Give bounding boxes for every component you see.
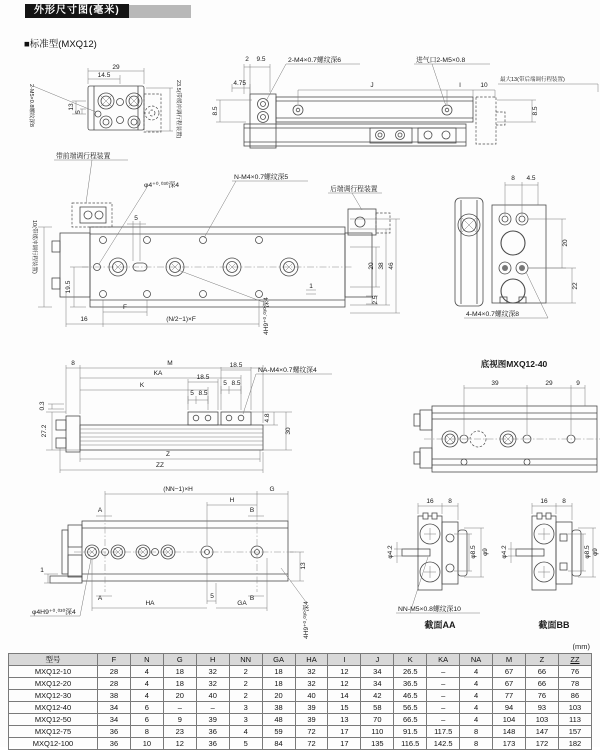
value-cell: 84 bbox=[262, 738, 295, 750]
table-row bbox=[9, 738, 592, 750]
value-cell: 36.5 bbox=[394, 678, 427, 690]
column-header: F bbox=[98, 654, 131, 666]
value-cell: 135 bbox=[361, 738, 394, 750]
d5-KA-dim: KA bbox=[153, 370, 163, 377]
value-cell: 78 bbox=[558, 678, 591, 690]
d5-03-dim: 0.3 bbox=[39, 401, 46, 411]
value-cell: 28 bbox=[98, 666, 131, 678]
value-cell: 5 bbox=[229, 738, 262, 750]
d2-thread-label: 2-M4×0.7螺纹深6 bbox=[288, 57, 342, 64]
model-cell: MXQ12-100 bbox=[9, 738, 98, 750]
value-cell: 72 bbox=[295, 726, 328, 738]
value-cell: 32 bbox=[295, 678, 328, 690]
value-cell: 4 bbox=[460, 678, 493, 690]
d8-aa-16-dim: 16 bbox=[426, 498, 434, 505]
d1-height-label: 23.5(带缓冲调行程装置) bbox=[175, 80, 181, 139]
value-cell: 13 bbox=[328, 714, 361, 726]
d1-5-dim: 5 bbox=[75, 110, 82, 114]
d7-5-dim: 5 bbox=[210, 593, 214, 600]
value-cell: 8 bbox=[460, 726, 493, 738]
d5-85-left-dim: 8.5 bbox=[198, 390, 208, 397]
d4-thread-label: 4-M4×0.7螺纹深8 bbox=[466, 311, 520, 318]
value-cell: 110 bbox=[361, 726, 394, 738]
value-cell: 34 bbox=[98, 714, 131, 726]
value-cell: 12 bbox=[328, 678, 361, 690]
model-cell: MXQ12-75 bbox=[9, 726, 98, 738]
d3-front-adjuster-label: 带前端调行程装置 bbox=[56, 153, 111, 160]
value-cell: 32 bbox=[295, 666, 328, 678]
value-cell: 17 bbox=[328, 726, 361, 738]
d3-dowel-label: 4H9⁺⁰·⁰³⁰深4 bbox=[263, 297, 270, 335]
top-view-drawing bbox=[31, 151, 400, 335]
d8-aa-8-dim: 8 bbox=[448, 498, 452, 505]
bottom-view-drawing bbox=[414, 359, 600, 472]
value-cell: 39 bbox=[295, 714, 328, 726]
d7-dowel-label: 4H9⁺⁰·⁰³⁰深4 bbox=[303, 601, 310, 639]
d5-272-dim: 27.2 bbox=[41, 424, 48, 438]
value-cell: 18 bbox=[262, 678, 295, 690]
d5-48-dim: 4.8 bbox=[264, 413, 271, 423]
value-cell: 18 bbox=[163, 666, 196, 678]
section-aa-drawing bbox=[387, 498, 489, 630]
d5-Z-dim: Z bbox=[166, 451, 170, 458]
value-cell: 4 bbox=[130, 666, 163, 678]
column-header: M bbox=[493, 654, 526, 666]
value-cell: 12 bbox=[328, 666, 361, 678]
column-header: KA bbox=[427, 654, 460, 666]
d3-F-dim: F bbox=[123, 304, 127, 311]
value-cell: 20 bbox=[163, 690, 196, 702]
column-header: GA bbox=[262, 654, 295, 666]
d2-95-dim: 9.5 bbox=[256, 56, 266, 63]
value-cell: 9 bbox=[163, 714, 196, 726]
value-cell: 4 bbox=[229, 726, 262, 738]
value-cell: 67 bbox=[493, 678, 526, 690]
d8-aa-phi85-dim: φ8.5 bbox=[470, 545, 477, 559]
value-cell: 86 bbox=[558, 690, 591, 702]
d8-bb-16-dim: 16 bbox=[540, 498, 548, 505]
d2-max-stroke-label: 最大13(带后端调行程装置) bbox=[500, 77, 565, 83]
value-cell: 36 bbox=[98, 726, 131, 738]
d3-38-dim: 38 bbox=[378, 262, 385, 270]
value-cell: 23 bbox=[163, 726, 196, 738]
value-cell: 39 bbox=[295, 702, 328, 714]
value-cell: 104 bbox=[493, 714, 526, 726]
value-cell: – bbox=[427, 702, 460, 714]
column-header: J bbox=[361, 654, 394, 666]
value-cell: 14 bbox=[328, 690, 361, 702]
d2-port-label: 进气口2-M5×0.8 bbox=[416, 57, 466, 64]
value-cell: 38 bbox=[262, 702, 295, 714]
d4-20-dim: 20 bbox=[562, 239, 569, 247]
d2-J-dim: J bbox=[370, 82, 374, 89]
column-header: Z bbox=[525, 654, 558, 666]
value-cell: 4 bbox=[460, 690, 493, 702]
d1-half-dim: 14.5 bbox=[97, 72, 111, 79]
table-row bbox=[9, 678, 592, 690]
d6-29-dim: 29 bbox=[545, 380, 553, 387]
value-cell: 94 bbox=[493, 702, 526, 714]
value-cell: 148 bbox=[493, 726, 526, 738]
d3-buffer-label: 10(带缓冲调行程装置) bbox=[31, 220, 37, 274]
d8-bb-phi42-dim: φ4.2 bbox=[501, 545, 508, 559]
value-cell: 36 bbox=[196, 738, 229, 750]
value-cell: 39 bbox=[196, 714, 229, 726]
section-bb-drawing bbox=[501, 498, 599, 630]
value-cell: – bbox=[427, 678, 460, 690]
column-header: NA bbox=[460, 654, 493, 666]
d3-16-dim: 16 bbox=[80, 316, 88, 323]
table-row bbox=[9, 690, 592, 702]
value-cell: 103 bbox=[558, 702, 591, 714]
bottom-view-caption: 底视图MXQ12-40 bbox=[480, 359, 548, 369]
d7-G-dim: G bbox=[269, 486, 275, 493]
value-cell: 67 bbox=[493, 666, 526, 678]
table-row bbox=[9, 714, 592, 726]
value-cell: 4 bbox=[460, 702, 493, 714]
model-cell: MXQ12-10 bbox=[9, 666, 98, 678]
d7-1-dim: 1 bbox=[40, 567, 44, 574]
d1-13-dim: 13 bbox=[68, 103, 75, 111]
d5-M-dim: M bbox=[167, 360, 173, 367]
value-cell: 48 bbox=[262, 714, 295, 726]
d5-5-left-dim: 5 bbox=[190, 390, 194, 397]
d4-22-dim: 22 bbox=[572, 282, 579, 290]
dimension-table bbox=[8, 653, 592, 750]
d7-section-a-marker: A bbox=[97, 507, 103, 514]
d3-1-dim: 1 bbox=[309, 283, 313, 290]
value-cell: 173 bbox=[493, 738, 526, 750]
d8-bb-phi85-dim: φ8.5 bbox=[584, 545, 591, 559]
d5-ZZ-dim: ZZ bbox=[156, 462, 164, 469]
value-cell: 40 bbox=[295, 690, 328, 702]
value-cell: 32 bbox=[196, 678, 229, 690]
value-cell: 113 bbox=[558, 714, 591, 726]
column-header: H bbox=[196, 654, 229, 666]
value-cell: 172 bbox=[525, 738, 558, 750]
value-cell: 4 bbox=[130, 678, 163, 690]
value-cell: 3 bbox=[229, 714, 262, 726]
value-cell: 4 bbox=[460, 714, 493, 726]
d7-13-dim: 13 bbox=[300, 562, 307, 570]
column-header: ZZ bbox=[558, 654, 591, 666]
d3-thread-label: N-M4×0.7螺纹深5 bbox=[234, 174, 289, 181]
d6-9-dim: 9 bbox=[576, 380, 580, 387]
d3-rear-adjuster-label: 后端调行程装置 bbox=[330, 186, 378, 193]
value-cell: 26.5 bbox=[394, 666, 427, 678]
value-cell: 18 bbox=[262, 666, 295, 678]
header-row bbox=[9, 654, 592, 666]
model-cell: MXQ12-50 bbox=[9, 714, 98, 726]
column-header: N bbox=[130, 654, 163, 666]
d7-section-b-marker: B bbox=[249, 595, 255, 602]
d5-8-dim: 8 bbox=[71, 360, 75, 367]
unit-note: (mm) bbox=[572, 642, 590, 651]
column-header: NN bbox=[229, 654, 262, 666]
d7-H-dim: H bbox=[229, 497, 235, 504]
d2-I-dim: I bbox=[459, 82, 461, 89]
d5-5-right-dim: 5 bbox=[223, 380, 227, 387]
d2-10-dim: 10 bbox=[480, 82, 488, 89]
value-cell: 6 bbox=[130, 702, 163, 714]
value-cell: 32 bbox=[196, 666, 229, 678]
value-cell: 56.5 bbox=[394, 702, 427, 714]
value-cell: 58 bbox=[361, 702, 394, 714]
d8-aa-phi42-dim: φ4.2 bbox=[387, 545, 394, 559]
value-cell: 70 bbox=[361, 714, 394, 726]
value-cell: 66 bbox=[525, 678, 558, 690]
d5-30-dim: 30 bbox=[285, 427, 292, 435]
d3-46-dim: 46 bbox=[388, 262, 395, 270]
value-cell: 116.5 bbox=[394, 738, 427, 750]
d3-20-dim: 20 bbox=[368, 262, 375, 270]
column-header: G bbox=[163, 654, 196, 666]
d4-45-dim: 4.5 bbox=[526, 175, 536, 182]
d8-bb-8-dim: 8 bbox=[562, 498, 566, 505]
column-header: I bbox=[328, 654, 361, 666]
d7-HA-dim: HA bbox=[145, 600, 155, 607]
d5-K-dim: K bbox=[139, 382, 145, 389]
value-cell: 4 bbox=[460, 666, 493, 678]
value-cell: 8 bbox=[460, 738, 493, 750]
plate-side-view-drawing bbox=[39, 360, 332, 473]
d7-section-a-marker: A bbox=[97, 595, 103, 602]
value-cell: 147 bbox=[525, 726, 558, 738]
value-cell: 28 bbox=[98, 678, 131, 690]
section-bb-caption: 截面BB bbox=[538, 620, 570, 630]
value-cell: 91.5 bbox=[394, 726, 427, 738]
value-cell: 12 bbox=[163, 738, 196, 750]
d2-85-left-dim: 8.5 bbox=[212, 106, 219, 116]
value-cell: 76 bbox=[558, 666, 591, 678]
value-cell: 42 bbox=[361, 690, 394, 702]
value-cell: 76 bbox=[525, 690, 558, 702]
d3-hole-label: φ4⁺⁰·⁰³⁰深4 bbox=[144, 182, 180, 189]
value-cell: 10 bbox=[130, 738, 163, 750]
value-cell: – bbox=[196, 702, 229, 714]
d8-aa-phi9-dim: φ9 bbox=[482, 548, 489, 556]
table-row bbox=[9, 666, 592, 678]
d2-85-right-dim: 8.5 bbox=[532, 106, 539, 116]
d7-section-b-marker: B bbox=[249, 507, 255, 514]
value-cell: 117.5 bbox=[427, 726, 460, 738]
d1-port-thread-label: 2-M5×0.8螺纹深8 bbox=[28, 84, 34, 127]
value-cell: 72 bbox=[295, 738, 328, 750]
value-cell: 34 bbox=[361, 678, 394, 690]
d7-hole-label: φ4H9⁺⁰·⁰³⁰深4 bbox=[32, 609, 76, 616]
value-cell: 182 bbox=[558, 738, 591, 750]
value-cell: – bbox=[427, 690, 460, 702]
d8-bb-phi9-dim: φ9 bbox=[592, 548, 599, 556]
mounting-view-drawing bbox=[30, 486, 310, 639]
value-cell: 2 bbox=[229, 678, 262, 690]
value-cell: 66.5 bbox=[394, 714, 427, 726]
d7-GA-dim: GA bbox=[237, 600, 247, 607]
value-cell: 17 bbox=[328, 738, 361, 750]
column-header: K bbox=[394, 654, 427, 666]
d2-475-dim: 4.75 bbox=[233, 80, 246, 87]
value-cell: 2 bbox=[229, 690, 262, 702]
end-view-drawing bbox=[28, 64, 183, 139]
d3-25-dim: 2.5 bbox=[372, 295, 379, 305]
subsection-title: ■标准型(MXQ12) bbox=[24, 39, 97, 50]
value-cell: 15 bbox=[328, 702, 361, 714]
column-header: HA bbox=[295, 654, 328, 666]
model-cell: MXQ12-40 bbox=[9, 702, 98, 714]
value-cell: 66 bbox=[525, 666, 558, 678]
d2-2-dim: 2 bbox=[245, 56, 249, 63]
value-cell: 77 bbox=[493, 690, 526, 702]
cross-section-drawing bbox=[455, 175, 579, 318]
value-cell: 20 bbox=[262, 690, 295, 702]
side-view-drawing bbox=[212, 55, 598, 148]
value-cell: 38 bbox=[98, 690, 131, 702]
d4-8-dim: 8 bbox=[511, 175, 515, 182]
section-aa-caption: 截面AA bbox=[424, 620, 456, 630]
value-cell: 18 bbox=[163, 678, 196, 690]
value-cell: 3 bbox=[229, 702, 262, 714]
model-cell: MXQ12-30 bbox=[9, 690, 98, 702]
value-cell: 6 bbox=[130, 714, 163, 726]
d8-thread-label: NN-M5×0.8螺纹深10 bbox=[398, 606, 461, 613]
d5-185-right-dim: 18.5 bbox=[229, 362, 243, 369]
table-row bbox=[9, 702, 592, 714]
value-cell: 93 bbox=[525, 702, 558, 714]
d3-195-dim: 19.5 bbox=[65, 280, 72, 294]
value-cell: – bbox=[163, 702, 196, 714]
model-cell: MXQ12-20 bbox=[9, 678, 98, 690]
value-cell: 34 bbox=[361, 666, 394, 678]
value-cell: 142.5 bbox=[427, 738, 460, 750]
value-cell: 40 bbox=[196, 690, 229, 702]
d5-85-right-dim: 8.5 bbox=[231, 380, 241, 387]
d5-185-left-dim: 18.5 bbox=[196, 374, 210, 381]
value-cell: 4 bbox=[130, 690, 163, 702]
table-row bbox=[9, 726, 592, 738]
value-cell: 8 bbox=[130, 726, 163, 738]
value-cell: 34 bbox=[98, 702, 131, 714]
page-title: 外形尺寸图(毫米) bbox=[25, 4, 129, 18]
d3-pitch-dim: (N/2−1)×F bbox=[166, 316, 196, 323]
value-cell: 103 bbox=[525, 714, 558, 726]
value-cell: 36 bbox=[98, 738, 131, 750]
value-cell: 2 bbox=[229, 666, 262, 678]
value-cell: 36 bbox=[196, 726, 229, 738]
value-cell: – bbox=[427, 714, 460, 726]
value-cell: 46.5 bbox=[394, 690, 427, 702]
d5-thread-label: NA-M4×0.7螺纹深4 bbox=[258, 367, 317, 374]
value-cell: 59 bbox=[262, 726, 295, 738]
d6-39-dim: 39 bbox=[491, 380, 499, 387]
value-cell: 157 bbox=[558, 726, 591, 738]
d3-5-dim: 5 bbox=[134, 215, 138, 222]
d7-span-dim: (NN−1)×H bbox=[163, 486, 193, 493]
d1-width-dim: 29 bbox=[112, 64, 120, 71]
value-cell: – bbox=[427, 666, 460, 678]
column-header: 型号 bbox=[9, 654, 98, 666]
table-body bbox=[9, 666, 592, 750]
